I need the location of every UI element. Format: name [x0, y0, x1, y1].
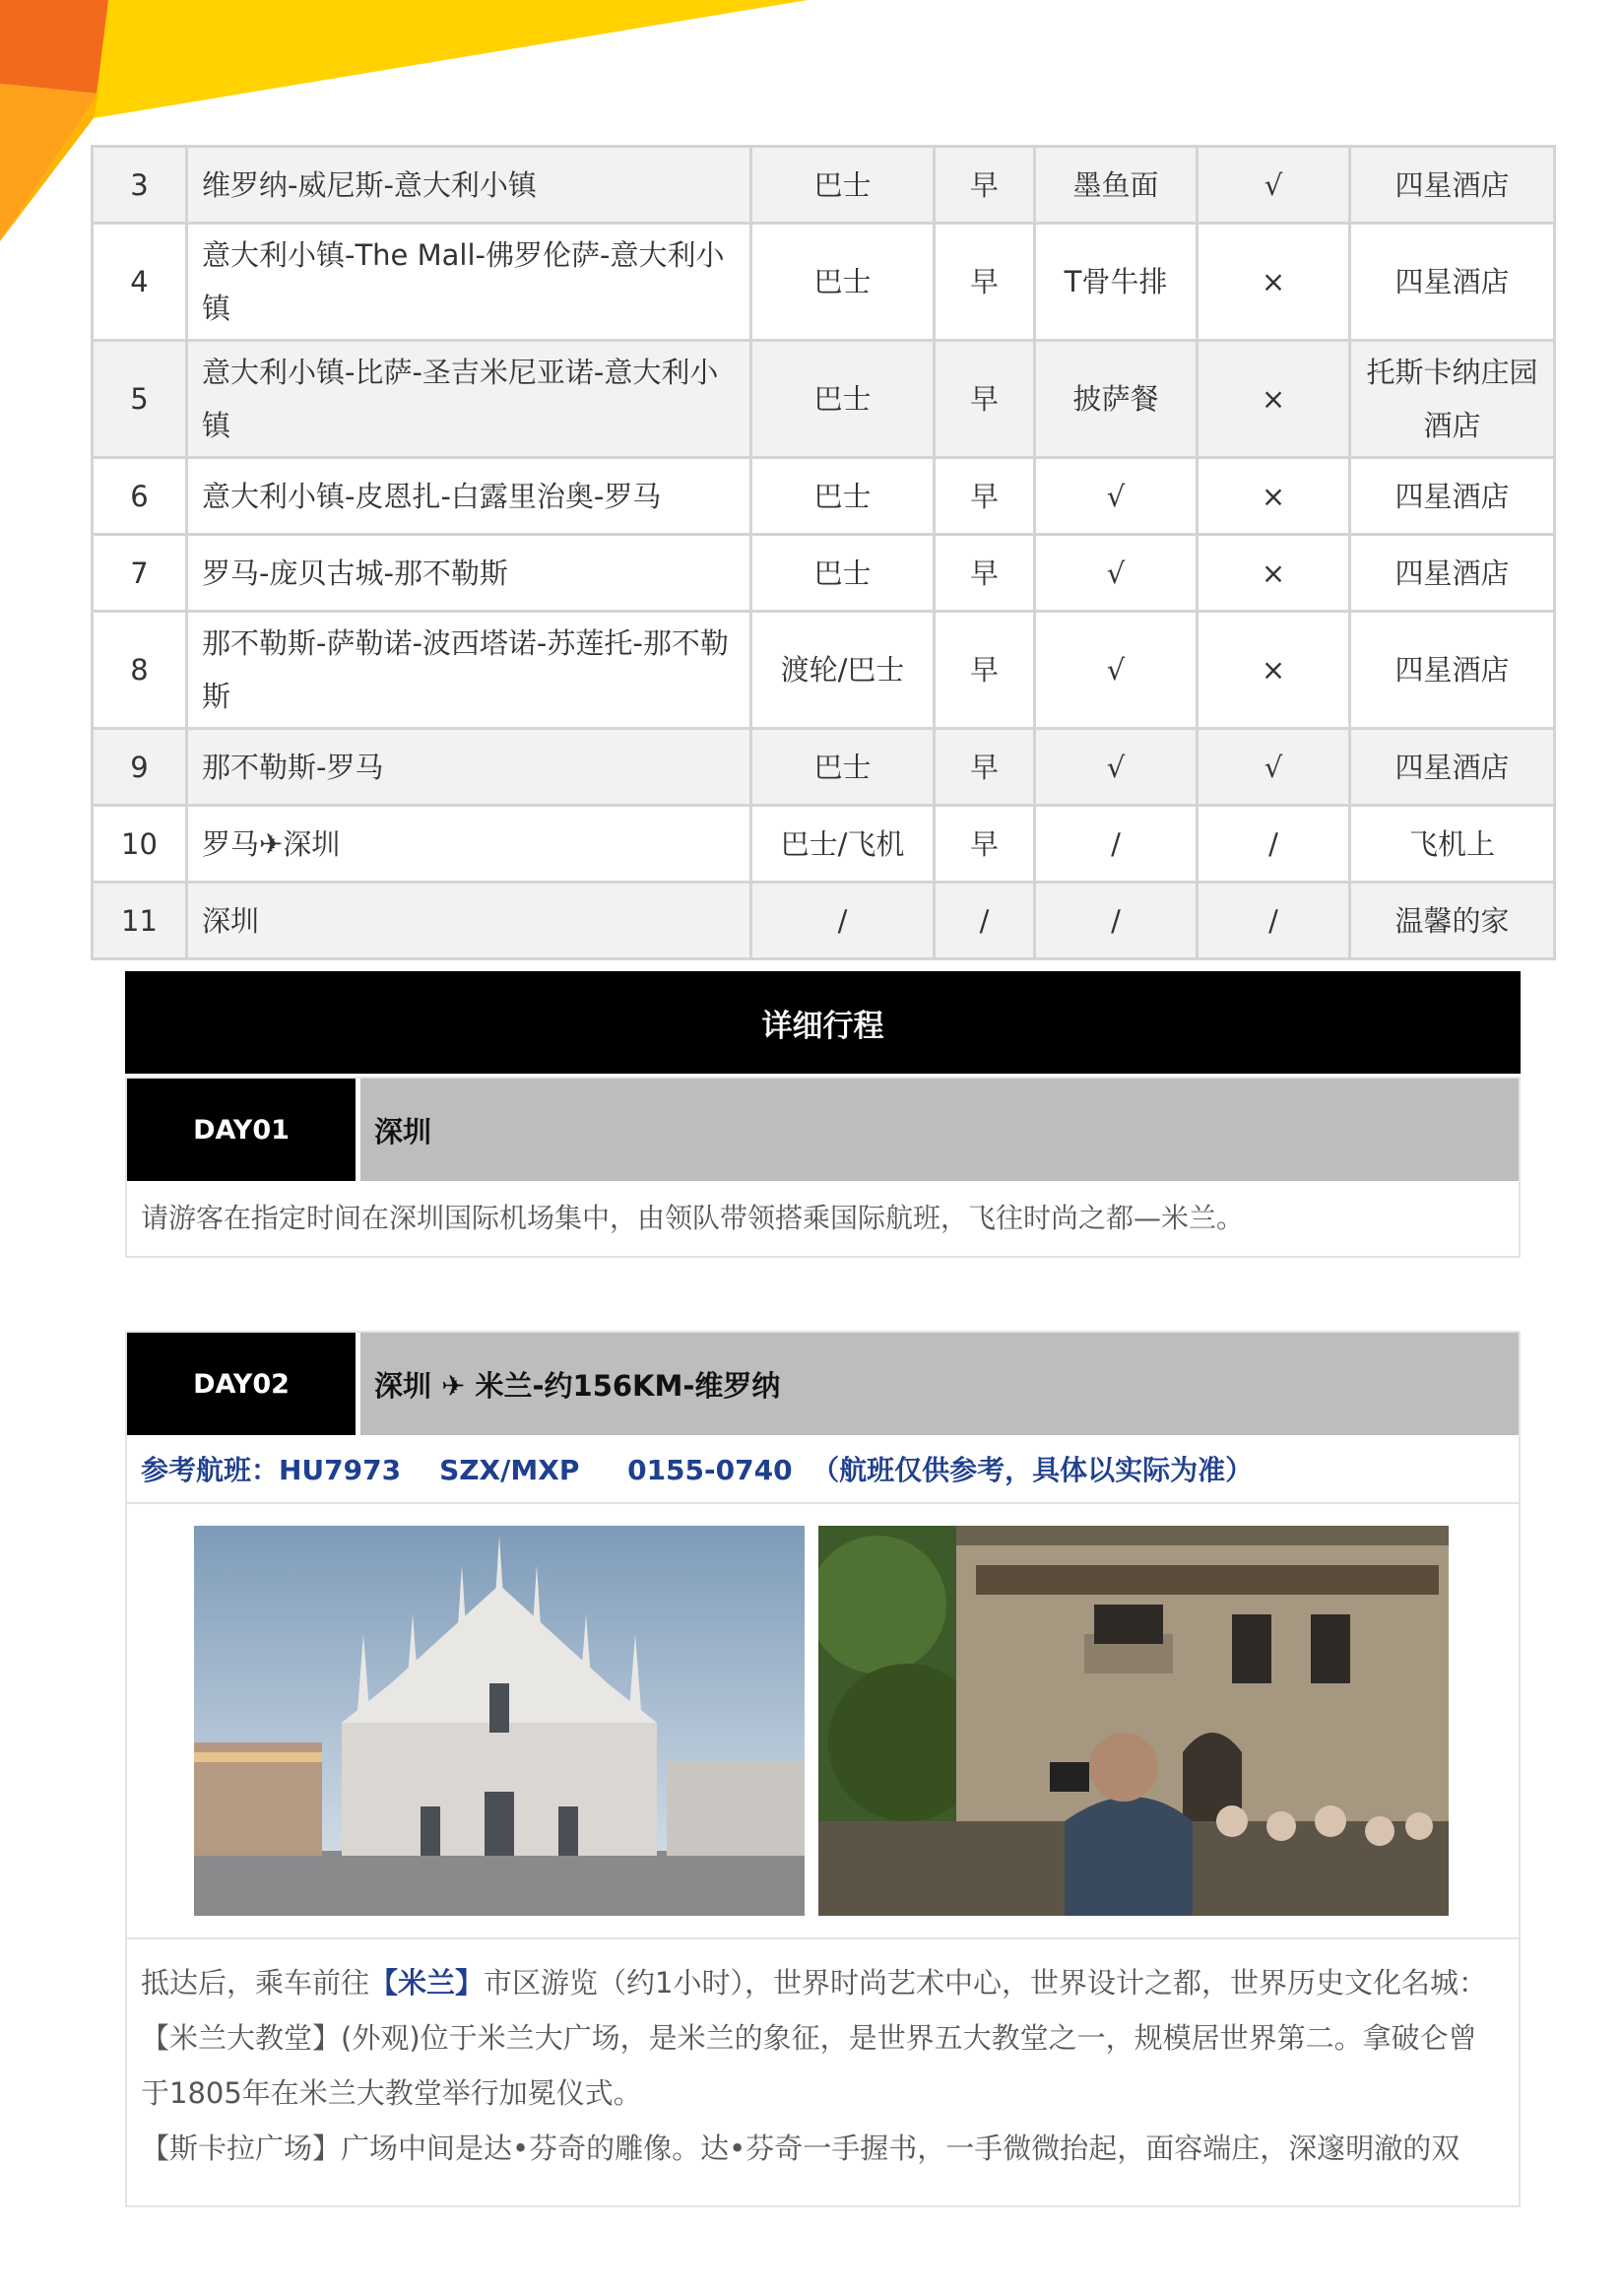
day-cell: 6: [93, 458, 187, 535]
lunch-cell: 墨鱼面: [1035, 147, 1198, 224]
transport-cell: /: [751, 883, 935, 959]
hotel-cell: 四星酒店: [1350, 224, 1555, 341]
milan-cathedral-image: [194, 1526, 805, 1916]
day-cell: 3: [93, 147, 187, 224]
day-cell: 7: [93, 535, 187, 612]
lunch-cell: T骨牛排: [1035, 224, 1198, 341]
table-row: [93, 147, 1555, 224]
transport-cell: 巴士/飞机: [751, 806, 935, 883]
table-row: [93, 729, 1555, 806]
paragraph-scala: 【斯卡拉广场】广场中间是达•芬奇的雕像。达•芬奇一手握书，一手微微抬起，面容端庄，深邃明澈的双: [141, 2132, 1460, 2165]
table-row: [93, 458, 1555, 535]
transport-cell: 巴士: [751, 147, 935, 224]
breakfast-cell: 早: [935, 729, 1035, 806]
hotel-cell: 飞机上: [1350, 806, 1555, 883]
day02-block: [125, 1331, 1521, 2207]
breakfast-cell: 早: [935, 806, 1035, 883]
route-cell: 深圳: [187, 883, 751, 959]
day-cell: 9: [93, 729, 187, 806]
table-row: [93, 612, 1555, 729]
paragraph-cathedral: 【米兰大教堂】(外观)位于米兰大广场，是米兰的象征，是世界五大教堂之一，规模居世界第二。拿破仑曾于1805年在米兰大教堂举行加冕仪式。: [141, 2021, 1477, 2110]
detail-heading: 详细行程: [125, 971, 1521, 1074]
transport-cell: 巴士: [751, 458, 935, 535]
day-cell: 4: [93, 224, 187, 341]
flight-info: 参考航班：HU7973 SZX/MXP 0155-0740 （航班仅供参考，具体以实际为准）: [127, 1435, 1519, 1504]
text-span: 市区游览（约1小时），世界时尚艺术中心，世界设计之都，世界历史文化名城：: [484, 1966, 1487, 2000]
hotel-cell: 四星酒店: [1350, 458, 1555, 535]
lunch-cell: 披萨餐: [1035, 341, 1198, 458]
lunch-cell: √: [1035, 612, 1198, 729]
day-label: DAY02: [127, 1333, 356, 1435]
lunch-cell: /: [1035, 806, 1198, 883]
day-cell: 5: [93, 341, 187, 458]
hotel-cell: 四星酒店: [1350, 729, 1555, 806]
day-cell: 11: [93, 883, 187, 959]
route-cell: 那不勒斯-萨勒诺-波西塔诺-苏莲托-那不勒斯: [187, 612, 751, 729]
text-span: 抵达后，乘车前往: [141, 1966, 370, 2000]
route-cell: 意大利小镇-皮恩扎-白露里治奥-罗马: [187, 458, 751, 535]
breakfast-cell: 早: [935, 535, 1035, 612]
dinner-cell: ×: [1198, 535, 1350, 612]
dinner-cell: /: [1198, 883, 1350, 959]
breakfast-cell: 早: [935, 341, 1035, 458]
route-cell: 罗马✈深圳: [187, 806, 751, 883]
lunch-cell: /: [1035, 883, 1198, 959]
table-row: [93, 341, 1555, 458]
transport-cell: 巴士: [751, 535, 935, 612]
verona-courtyard-image: [818, 1526, 1449, 1916]
breakfast-cell: 早: [935, 612, 1035, 729]
transport-cell: 巴士: [751, 729, 935, 806]
route-cell: 意大利小镇-The Mall-佛罗伦萨-意大利小镇: [187, 224, 751, 341]
hotel-cell: 四星酒店: [1350, 147, 1555, 224]
table-row: [93, 224, 1555, 341]
route-cell: 罗马-庞贝古城-那不勒斯: [187, 535, 751, 612]
dinner-cell: ×: [1198, 612, 1350, 729]
milan-highlight: 【米兰】: [369, 1966, 485, 2000]
day-label: DAY01: [127, 1079, 356, 1181]
breakfast-cell: 早: [935, 458, 1035, 535]
transport-cell: 巴士: [751, 341, 935, 458]
schedule-table: [91, 145, 1556, 960]
day02-body: [127, 1939, 1519, 2192]
route-cell: 维罗纳-威尼斯-意大利小镇: [187, 147, 751, 224]
paragraph-milan: [141, 1955, 1505, 2010]
hotel-cell: 四星酒店: [1350, 612, 1555, 729]
route-cell: 那不勒斯-罗马: [187, 729, 751, 806]
day02-header: [127, 1333, 1519, 1435]
lunch-cell: √: [1035, 458, 1198, 535]
lunch-cell: √: [1035, 729, 1198, 806]
dinner-cell: ×: [1198, 458, 1350, 535]
day-cell: 8: [93, 612, 187, 729]
breakfast-cell: 早: [935, 224, 1035, 341]
hotel-cell: 托斯卡纳庄园酒店: [1350, 341, 1555, 458]
dinner-cell: ×: [1198, 224, 1350, 341]
dinner-cell: √: [1198, 729, 1350, 806]
dinner-cell: √: [1198, 147, 1350, 224]
transport-cell: 巴士: [751, 224, 935, 341]
day01-block: [125, 1077, 1521, 1258]
dinner-cell: ×: [1198, 341, 1350, 458]
transport-cell: 渡轮/巴士: [751, 612, 935, 729]
dinner-cell: /: [1198, 806, 1350, 883]
hotel-cell: 四星酒店: [1350, 535, 1555, 612]
photo-row: [127, 1504, 1519, 1939]
day-cell: 10: [93, 806, 187, 883]
breakfast-cell: 早: [935, 147, 1035, 224]
table-row: [93, 535, 1555, 612]
day-title: 深圳 ✈ 米兰-约156KM-维罗纳: [360, 1333, 1519, 1435]
route-cell: 意大利小镇-比萨-圣吉米尼亚诺-意大利小镇: [187, 341, 751, 458]
day-title: 深圳: [360, 1079, 1519, 1181]
table-row: [93, 883, 1555, 959]
day01-header: [127, 1079, 1519, 1181]
breakfast-cell: /: [935, 883, 1035, 959]
table-row: [93, 806, 1555, 883]
hotel-cell: 温馨的家: [1350, 883, 1555, 959]
day01-description: 请游客在指定时间在深圳国际机场集中，由领队带领搭乘国际航班，飞往时尚之都—米兰。: [141, 1202, 1245, 1234]
lunch-cell: √: [1035, 535, 1198, 612]
